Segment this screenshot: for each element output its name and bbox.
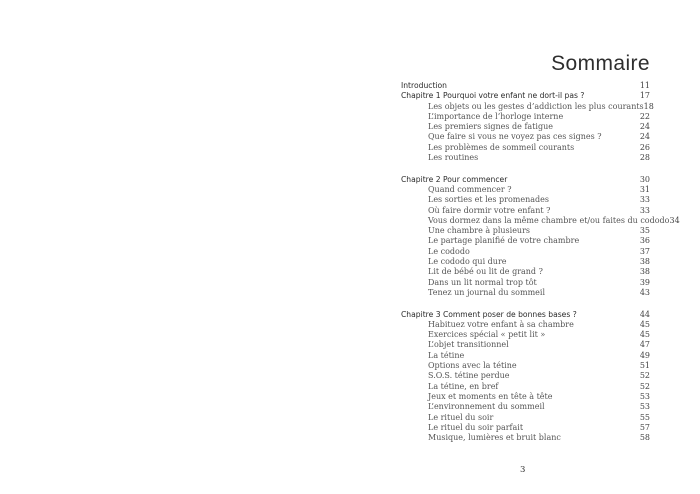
toc-entry-label: Vous dormez dans la même chambre et/ou faites du cododo [428,215,670,225]
toc-entry-label: Les sorties et les promenades [428,195,549,205]
toc-entry-label: Lit de bébé ou lit de grand ? [428,267,543,277]
toc-entry-page: 30 [639,174,650,184]
toc-entry-label: Le cododo [428,246,470,256]
toc-entry-label: Le rituel du soir [428,412,494,422]
toc-entry [401,112,650,122]
toc-chapter-entry [401,310,650,320]
toc-entry-label: Dans un lit normal trop tôt [428,277,537,287]
toc-entry [401,278,650,288]
toc-entry-page: 24 [639,132,650,142]
toc-entry-label: Introduction [401,81,447,90]
toc-entry [401,185,650,195]
toc-entry-page: 33 [639,195,650,205]
toc-entry-page: 49 [639,350,650,360]
toc-entry-label: Chapitre 2 Pour commencer [401,174,508,184]
toc-entry-page: 39 [639,277,650,287]
toc-entry-page: 51 [639,361,650,371]
toc-entry [401,351,650,361]
toc-entry-label: Le rituel du soir parfait [428,422,524,432]
toc-entry-page: 37 [639,246,650,256]
toc-chapter-entry [401,81,650,91]
toc-entry [401,413,650,423]
toc-entry [401,195,650,205]
toc-entry-label: Chapitre 1 Pourquoi votre enfant ne dort-il pas ? [401,91,585,101]
toc-entry [401,206,650,216]
toc-entry [401,423,650,433]
toc-entry-label: Que faire si vous ne voyez pas ces signes ? [428,132,602,142]
toc-entry-label: La tétine [428,350,465,360]
toc-entry [401,247,650,257]
toc-entry-page: 52 [639,371,650,381]
toc-entry-page: 38 [639,267,650,277]
toc-entry [401,340,650,350]
toc-chapter-entry [401,175,650,185]
toc-entry-page: 34 [669,215,680,225]
toc-chapter-entry [401,91,650,101]
toc-section [401,81,654,163]
toc-entry [401,402,650,412]
toc-entry-label: Quand commencer ? [428,184,512,194]
toc-entry-label: Jeux et moments en tête à tête [428,391,553,401]
toc-entry [401,433,650,443]
toc-entry-label: Où faire dormir votre enfant ? [428,205,551,215]
toc-entry-label: Une chambre à plusieurs [428,226,531,236]
toc-entry [401,132,650,142]
toc-entry-page: 11 [639,81,650,90]
toc-entry [401,236,650,246]
toc-entry-page: 45 [639,319,650,329]
toc-entry-page: 58 [639,433,650,443]
toc-entry-page: 45 [639,330,650,340]
toc-entry [401,371,650,381]
toc-entry-page: 53 [639,391,650,401]
toc-entry [401,382,650,392]
toc-entry-page: 31 [639,184,650,194]
toc-entry-page: 22 [639,111,650,121]
page-title: Sommaire [551,52,650,76]
toc-entry-label: La tétine, en bref [428,381,499,391]
toc-entry-label: Le partage planifié de votre chambre [428,236,580,246]
toc-entry [401,101,654,112]
toc-entry [401,267,650,277]
toc-entry-label: Habituez votre enfant à sa chambre [428,319,574,329]
toc-entry-label: L’importance de l’horloge interne [428,111,564,121]
toc-entry-label: Les problèmes de sommeil courants [428,142,575,152]
toc-section [401,310,650,444]
toc-entry-page: 57 [639,422,650,432]
toc-section [401,174,680,299]
toc-entry-label: Musique, lumières et bruit blanc [428,433,561,443]
toc-entry-label: S.O.S. tétine perdue [428,371,510,381]
toc-entry-page: 55 [639,412,650,422]
toc-entry [401,320,650,330]
toc-entry [401,143,650,153]
toc-entry-page: 43 [639,287,650,297]
toc-entry-label: Options avec la tétine [428,361,517,371]
toc-entry-label: Exercices spécial « petit lit » [428,330,546,340]
page-number: 3 [520,465,526,475]
toc-entry [401,226,650,236]
toc-entry [401,122,650,132]
toc-entry-page: 33 [639,205,650,215]
toc-entry [401,392,650,402]
toc-entry-page: 35 [639,226,650,236]
toc-entry-page: 18 [643,101,654,111]
toc-entry-page: 52 [639,381,650,391]
toc-entry-label: L’environnement du sommeil [428,402,545,412]
toc-entry-page: 38 [639,257,650,267]
toc-entry-label: Le cododo qui dure [428,257,507,267]
toc-entry-page: 28 [639,153,650,163]
toc-entry-page: 26 [639,142,650,152]
table-of-contents [401,81,680,455]
toc-entry-label: L’objet transitionnel [428,340,509,350]
toc-entry-page: 47 [639,340,650,350]
toc-entry-label: Les routines [428,153,479,163]
toc-entry [401,257,650,267]
toc-entry-label: Chapitre 3 Comment poser de bonnes bases ? [401,309,577,319]
toc-entry-page: 17 [639,91,650,101]
toc-entry-label: Tenez un journal du sommeil [428,287,545,297]
toc-entry [401,153,650,163]
toc-entry-page: 36 [639,236,650,246]
toc-entry-label: Les premiers signes de fatigue [428,122,553,132]
toc-entry [401,288,650,298]
toc-entry-label: Les objets ou les gestes d’addiction les plus courants [428,101,644,111]
toc-entry [401,330,650,340]
toc-entry [401,215,680,226]
toc-entry-page: 53 [639,402,650,412]
toc-entry-page: 24 [639,122,650,132]
toc-entry [401,361,650,371]
toc-entry-page: 44 [639,309,650,319]
